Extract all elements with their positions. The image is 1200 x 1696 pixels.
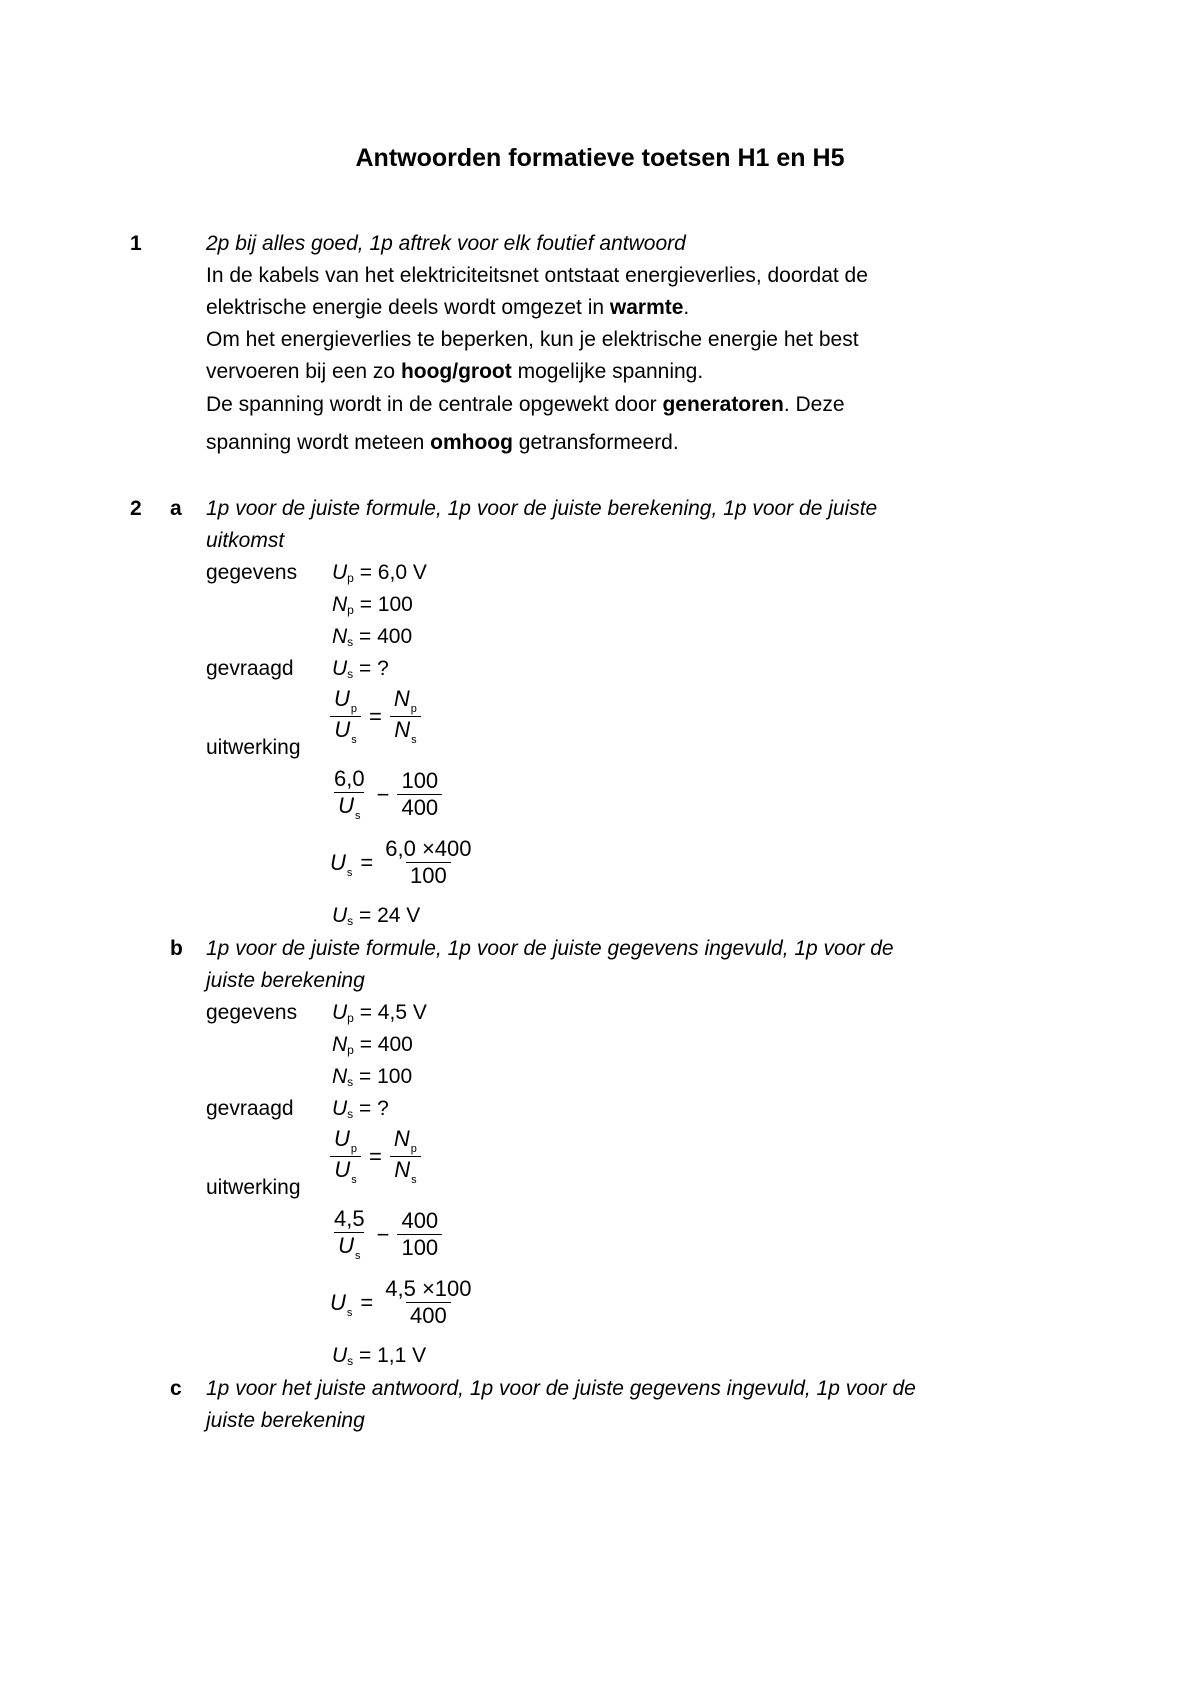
q2c-scoring-1: 1p voor het juiste antwoord, 1p voor de juiste gegevens ingevuld, 1p voor de [206,1377,916,1400]
q2b-gevraagd-label: gevraagd [206,1097,294,1120]
q2a-asked-us: Us = ? [332,657,389,681]
answer-warmte: warmte [609,296,684,319]
q2a-uitwerking-label: uitwerking [206,736,301,759]
q2b-formula: $\frac{U_p}{U_s}$ = $\frac{N_p}{N_s}$ [330,1126,421,1187]
q1-line-5: De spanning wordt in de centrale opgewekt door generatoren. Deze [206,393,845,416]
q2b-given-np: Np = 400 [332,1033,413,1057]
q2a-solution: $U_s$ = $\frac{6,0 \times 400}{100}$ [330,836,472,888]
q2c-scoring-2: juiste berekening [206,1409,365,1432]
page-title: Antwoorden formatieve toetsen H1 en H5 [355,144,845,172]
question-number-2: 2 [130,497,142,520]
q2b-scoring-1: 1p voor de juiste formule, 1p voor de juiste gegevens ingevuld, 1p voor de [206,937,894,960]
q2-letter-b: b [170,937,183,960]
q2a-gegevens-label: gegevens [206,561,298,584]
q2a-formula: $\frac{U_p}{U_s}$ = $\frac{N_p}{N_s}$ [330,686,421,747]
q2b-solution: $U_s$ = $\frac{4,5 \times 100}{400}$ [330,1276,472,1328]
q1-line-1: In de kabels van het elektriciteitsnet ontstaat energieverlies, doordat de [206,264,868,287]
q2a-scoring-2: uitkomst [206,529,285,552]
q2b-given-ns: Ns = 100 [332,1065,413,1089]
q2a-given-up: Up = 6,0 V [332,561,427,585]
q2-letter-a: a [170,497,182,520]
q1-scoring: 2p bij alles goed, 1p aftrek voor elk foutief antwoord [206,232,686,255]
q2a-result: Us = 24 V [332,904,421,928]
q2a-gevraagd-label: gevraagd [206,657,294,680]
answer-hoog-groot: hoog/groot [400,360,512,383]
q1-line-4: vervoeren bij een zo hoog/groot mogelijke spanning. [206,360,704,383]
question-number-1: 1 [130,232,142,255]
q1-line-3: Om het energieverlies te beperken, kun je elektrische energie het best [206,328,859,351]
q2b-uitwerking-label: uitwerking [206,1176,301,1199]
q2b-scoring-2: juiste berekening [206,969,365,992]
q2a-scoring-1: 1p voor de juiste formule, 1p voor de juiste berekening, 1p voor de juiste [206,497,878,520]
q1-line-6: spanning wordt meteen omhoog getransformeerd. [206,431,679,454]
q2a-given-ns: Ns = 400 [332,625,413,649]
q2b-substitution: $\frac{4,5}{U_s}$ − $\frac{400}{100}$ [330,1206,442,1263]
q1-line-2: elektrische energie deels wordt omgezet in warmte. [206,296,690,319]
q2b-gegevens-label: gegevens [206,1001,298,1024]
answer-generatoren: generatoren [662,393,784,416]
q2b-asked-us: Us = ? [332,1097,389,1121]
q2a-substitution: $\frac{6,0}{U_s}$ − $\frac{100}{400}$ [330,766,442,823]
q2b-result: Us = 1,1 V [332,1344,427,1368]
q2a-given-np: Np = 100 [332,593,413,617]
q2b-given-up: Up = 4,5 V [332,1001,427,1025]
q2-letter-c: c [170,1377,182,1400]
answer-omhoog: omhoog [430,431,513,454]
